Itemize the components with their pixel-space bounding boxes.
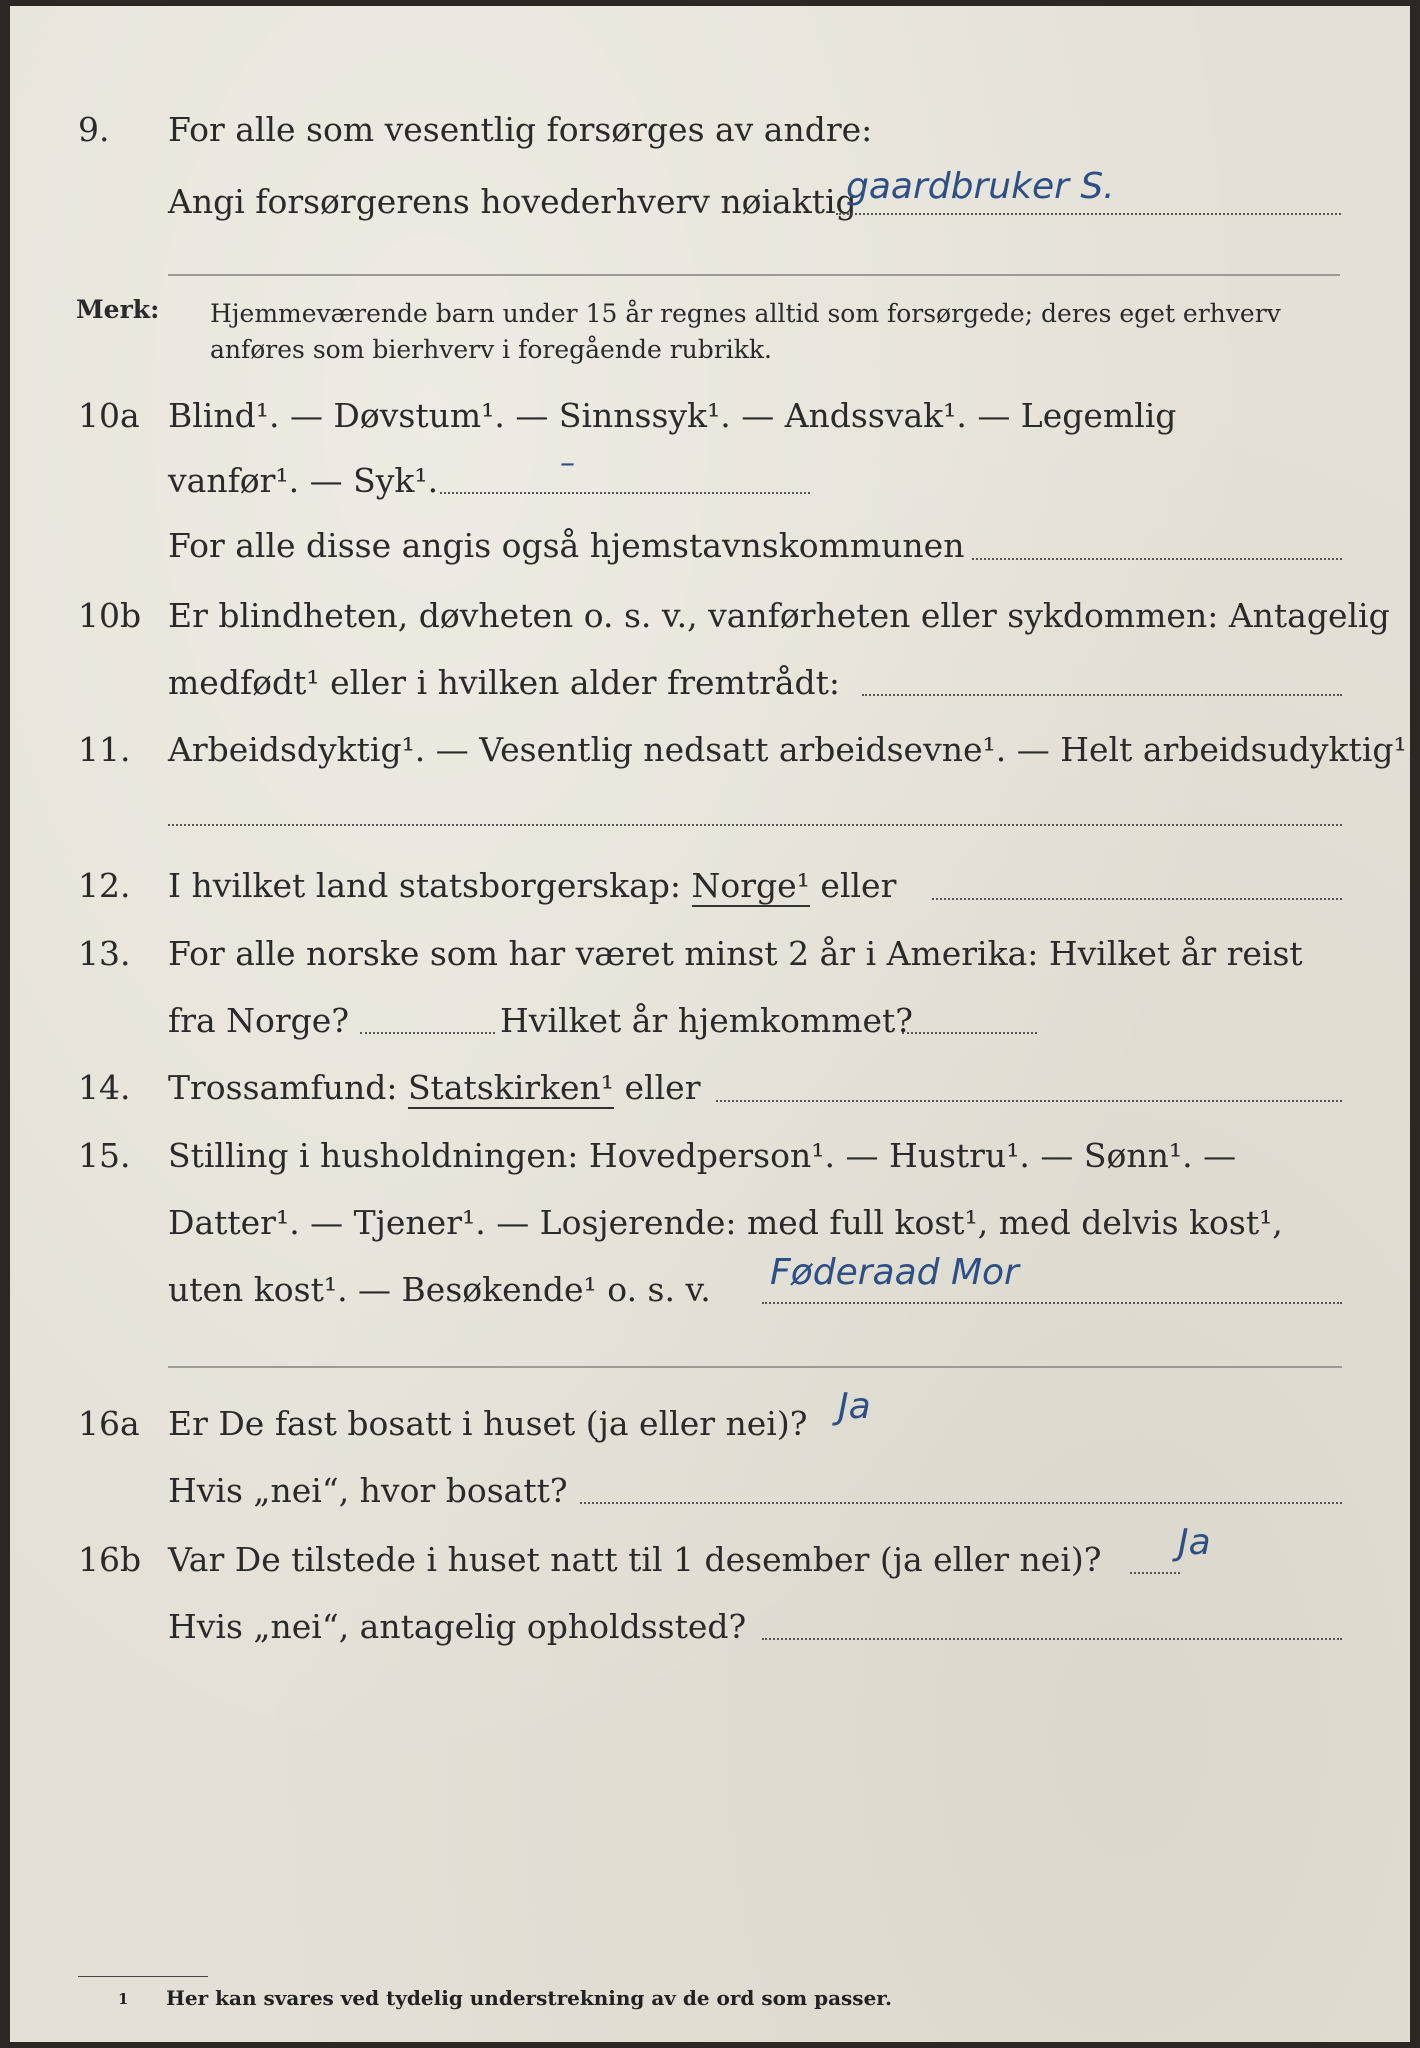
q10b-line1: Er blindheten, døvheten o. s. v., vanførheten eller sykdommen: Antagelig	[168, 596, 1390, 635]
q16b-line1: Var De tilstede i huset natt til 1 desember (ja eller nei)?	[168, 1540, 1102, 1579]
q13-hjemkommet-line	[902, 1032, 1037, 1034]
merk-label: Merk:	[76, 295, 160, 324]
q9-line1: For alle som vesentlig forsørges av andre:	[168, 110, 873, 149]
q12-prefix: I hvilket land statsborgerskap:	[168, 866, 682, 905]
q13-line2b: Hvilket år hjemkommet?	[500, 1001, 913, 1040]
q16a-line2: Hvis „nei“, hvor bosatt?	[168, 1471, 568, 1510]
q13-line1: For alle norske som har været minst 2 år i Amerika: Hvilket år reist	[168, 934, 1303, 973]
q16a-line1: Er De fast bosatt i huset (ja eller nei)?	[168, 1404, 808, 1443]
q9-handwritten-answer: gaardbruker S.	[846, 166, 1115, 207]
q14-number: 14.	[78, 1068, 131, 1107]
q9-answer-line	[836, 213, 1341, 215]
q10a-line2: vanfør¹. — Syk¹.	[168, 461, 439, 500]
q14-option-statskirken: Statskirken¹	[407, 1068, 615, 1107]
q10a-answer-line	[440, 492, 810, 494]
q10b-answer-line	[862, 694, 1342, 696]
q10a-line1: Blind¹. — Døvstum¹. — Sinnssyk¹. — Andssvak¹. — Legemlig	[168, 396, 1177, 435]
footnote-mark: 1	[118, 1990, 129, 2008]
q10b-line2: medfødt¹ eller i hvilken alder fremtrådt:	[168, 663, 841, 702]
footnote-rule	[78, 1976, 208, 1977]
q10a-number: 10a	[78, 396, 140, 435]
footnote-text: Her kan svares ved tydelig understrekning av de ord som passer.	[166, 1986, 892, 2010]
q14-prefix: Trossamfund:	[168, 1068, 398, 1107]
q12-number: 12.	[78, 866, 131, 905]
q10a-handwritten-answer: –	[560, 446, 575, 481]
census-form-page	[10, 6, 1418, 2042]
q16a-handwritten-answer: Ja	[838, 1386, 871, 1427]
q13-reist-line	[360, 1032, 495, 1034]
divider	[168, 1366, 1342, 1368]
q12-option-norge: Norge¹	[691, 866, 810, 905]
q15-line1: Stilling i husholdningen: Hovedperson¹. — Hustru¹. — Sønn¹. —	[168, 1136, 1237, 1175]
q16b-line2: Hvis „nei“, antagelig opholdssted?	[168, 1607, 747, 1646]
q15-number: 15.	[78, 1136, 131, 1175]
q12-suffix: eller	[820, 866, 897, 905]
q14-suffix: eller	[624, 1068, 701, 1107]
q12-answer-line	[932, 898, 1342, 900]
q13-number: 13.	[78, 934, 131, 973]
q10a-line3: For alle disse angis også hjemstavnskommunen	[168, 526, 965, 565]
q15-line2: Datter¹. — Tjener¹. — Losjerende: med full kost¹, med delvis kost¹,	[168, 1203, 1283, 1242]
q15-line3: uten kost¹. — Besøkende¹ o. s. v.	[168, 1270, 711, 1309]
q11-number: 11.	[78, 730, 131, 769]
q10b-number: 10b	[78, 596, 142, 635]
q9-line2: Angi forsørgerens hovederhverv nøiaktig	[168, 182, 857, 221]
q9-number: 9.	[78, 110, 110, 149]
q12-line	[168, 866, 896, 906]
q11-answer-line	[168, 824, 1342, 826]
q16a-answer-line	[580, 1502, 1342, 1504]
q11-line1: Arbeidsdyktig¹. — Vesentlig nedsatt arbeidsevne¹. — Helt arbeidsudyktig¹.	[168, 730, 1418, 769]
q15-handwritten-answer: Føderaad Mor	[770, 1252, 1019, 1293]
merk-line2: anføres som bierhverv i foregående rubrikk.	[210, 335, 772, 364]
q15-answer-line	[762, 1302, 1342, 1304]
q14-line	[168, 1068, 700, 1108]
q16b-handwritten-answer: Ja	[1178, 1522, 1211, 1563]
q16b-number: 16b	[78, 1540, 142, 1579]
merk-line1: Hjemmeværende barn under 15 år regnes alltid som forsørgede; deres eget erhverv	[210, 299, 1281, 328]
q14-answer-line	[716, 1100, 1342, 1102]
q16b-answer-line	[762, 1638, 1342, 1640]
divider	[168, 274, 1340, 276]
q16b-answer-line-lead	[1130, 1572, 1180, 1574]
q13-line2a: fra Norge?	[168, 1001, 350, 1040]
q10a-hjemstavn-line	[972, 558, 1342, 560]
q16a-number: 16a	[78, 1404, 140, 1443]
